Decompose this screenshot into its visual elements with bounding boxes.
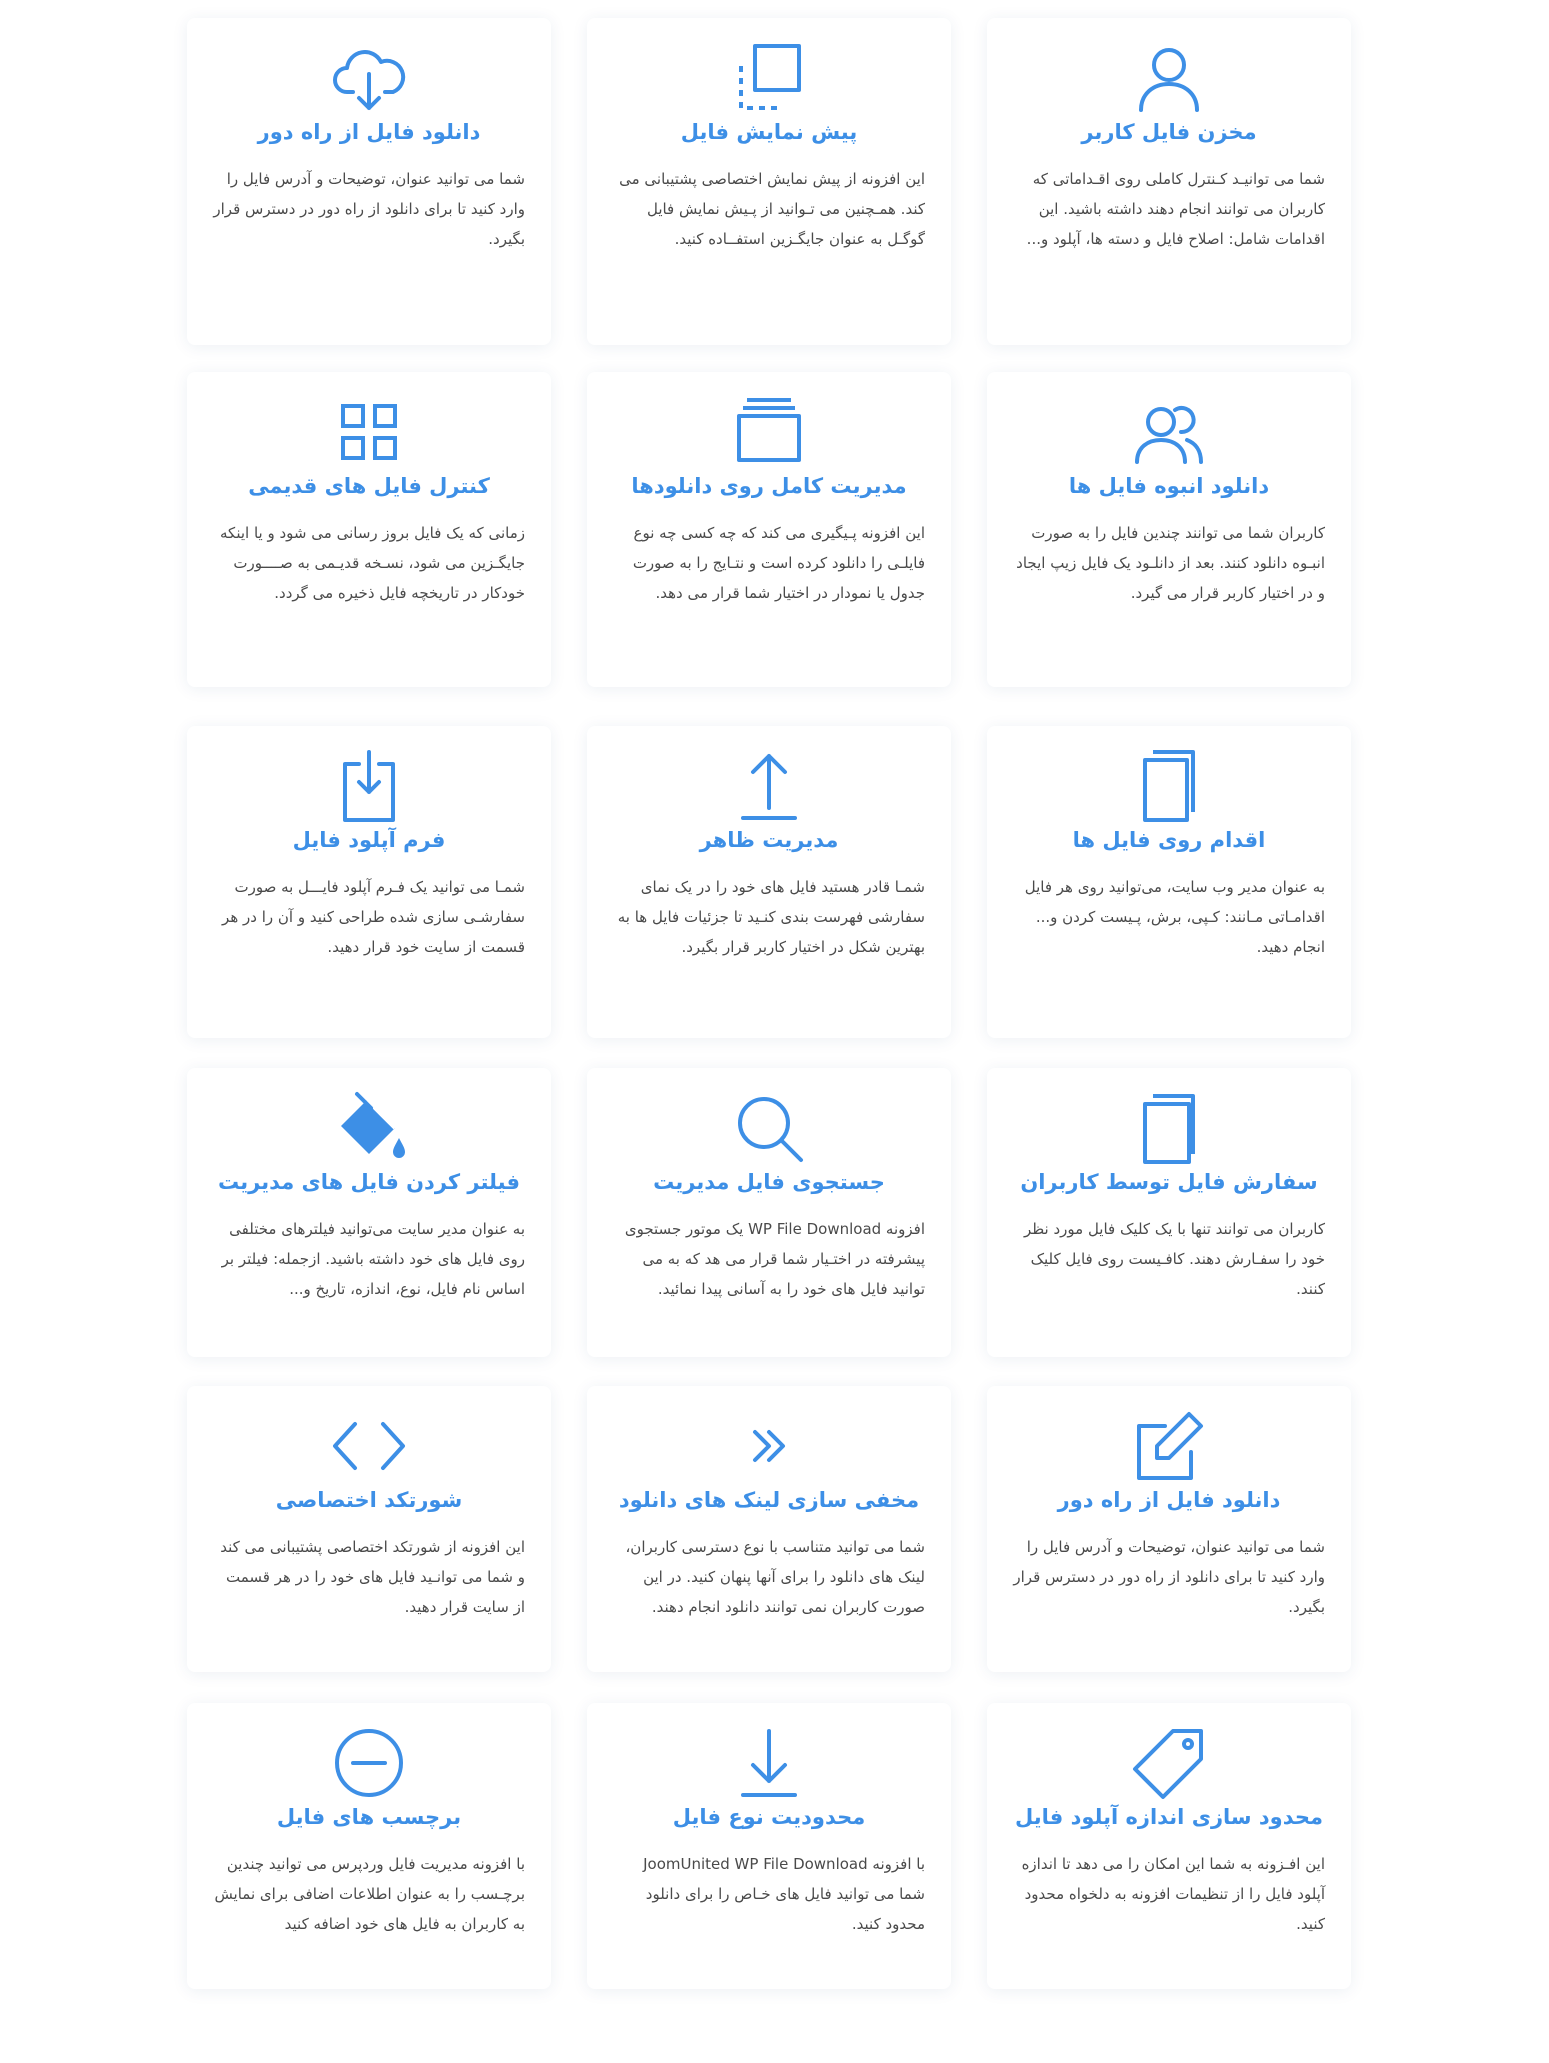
feature-card	[187, 1703, 551, 1989]
feature-title: مخزن فایل کاربر	[1081, 120, 1257, 144]
feature-card	[987, 1386, 1351, 1672]
feature-description: زمانی که یک فایل بروز رسانی می شود و یا اینکه جایگـزین می شود، نسـخه قدیـمی به صــــورت خودکار در تاریخچه فایل ذخیره می گردد.	[220, 524, 525, 602]
feature-description: شما می توانید عنوان، توضیحات و آدرس فایل را وارد کنید تا برای دانلود از راه دور در دسترس قرار بگیرد.	[1013, 1538, 1325, 1616]
feature-card	[587, 726, 951, 1038]
feature-description: کاربران می توانند تنها با یک کلیک فایل مورد نظر خود را سفـارش دهند. کافـیست روی فایل کلیک کنند.	[1023, 1220, 1325, 1298]
download-icon	[731, 1725, 807, 1801]
feature-title: دانلود فایل از راه دور	[257, 120, 481, 144]
grid-icon	[331, 394, 407, 470]
feature-card	[587, 1703, 951, 1989]
feature-description: شمـا قادر هستید فایل های خود را در یک نمای سفارشی فهرست بندی کنـید تا جزئیات فایل ها به بهترین شکل در اختیار کاربر قرار بگیرد.	[617, 878, 925, 956]
folder-stack-icon	[731, 394, 807, 470]
feature-description: شما می توانید متناسب با نوع دسترسی کاربران، لینک های دانلود را برای آنها پنهان کنید. در این صورت کاربران نمی توانند دانلود انجام دهند.	[625, 1538, 925, 1616]
feature-card	[987, 1068, 1351, 1357]
feature-description: شما می توانیـد کـنترل کاملی روی اقـداماتی که کاربران می توانند انجام دهند داشته باشید. این اقدامات شامل: اصلاح فایل و دسته ها، آپلود و...	[1026, 170, 1325, 248]
feature-title: فرم آپلود فایل	[292, 828, 446, 852]
feature-title: فیلتر کردن فایل های مدیریت	[218, 1170, 520, 1194]
feature-description: این افزونه از پیش نمایش اختصاصی پشتیبانی می کند. همـچنین می تـوانید از پـیش نمایش فایل گوگـل به عنوان جایگـزین استفــاده کنید.	[619, 170, 925, 248]
feature-card	[987, 372, 1351, 687]
code-icon	[331, 1408, 407, 1484]
users-icon	[1131, 394, 1207, 470]
feature-card	[987, 1703, 1351, 1989]
feature-description: شما می توانید عنوان، توضیحات و آدرس فایل را وارد کنید تا برای دانلود از راه دور در دسترس قرار بگیرد.	[213, 170, 525, 248]
file-preview-icon	[731, 40, 807, 116]
cloud-download-icon	[331, 40, 407, 116]
feature-description: افزونه WP File Download یک موتور جستجوی پیشرفته در اختـیار شما قرار می هد که به می توانید فایل های خود را به آسانی پیدا نمائید.	[624, 1220, 925, 1298]
feature-description: با افزونه JoomUnited WP File Download شما می توانید فایل های خـاص را برای دانلود محدود کنید.	[643, 1855, 925, 1933]
feature-title: اقدام روی فایل ها	[1072, 828, 1266, 852]
feature-title: مخفی سازی لینک های دانلود	[618, 1488, 920, 1512]
feature-card	[187, 18, 551, 345]
feature-title: شورتکد اختصاصی	[275, 1488, 463, 1512]
user-icon	[1131, 40, 1207, 116]
feature-card	[187, 726, 551, 1038]
download-box-icon	[331, 748, 407, 824]
search-icon	[731, 1090, 807, 1166]
feature-card	[187, 1386, 551, 1672]
feature-title: محدود سازی اندازه آپلود فایل	[1015, 1805, 1323, 1829]
document-icon	[1131, 1090, 1207, 1166]
feature-description: این افزونه از شورتکد اختصاصی پشتیبانی می کند و شما می توانـید فایل های خود را در هر قسمت از سایت قرار دهید.	[220, 1538, 525, 1616]
feature-title: مدیریت کامل روی دانلودها	[631, 474, 907, 498]
feature-description: به عنوان مدیر وب سایت، می‌توانید روی هر فایل اقدامـاتی مـانند: کـپی، برش، پـیست کردن و... انجام دهید.	[1024, 878, 1325, 956]
feature-card	[587, 18, 951, 345]
feature-description: این افزونه پـیگیری می کند که چه کسی چه نوع فایلـی را دانلود کرده است و نتـایج را به صورت جدول یا نمودار در اختیار شما قرار می دهد.	[632, 524, 925, 602]
feature-card	[987, 18, 1351, 345]
feature-title: سفارش فایل توسط کاربران	[1020, 1170, 1318, 1194]
feature-title: دانلود انبوه فایل ها	[1068, 474, 1270, 498]
feature-description: این افـزونه به شما این امکان را می دهد تا اندازه آپلود فایل را از تنظیمات افزونه به دلخواه محدود کنید.	[1021, 1855, 1325, 1933]
feature-card	[187, 372, 551, 687]
feature-description: به عنوان مدیر سایت می‌توانید فیلترهای مختلفی روی فایل های خود داشته باشید. ازجمله: فیلتر بر اساس نام فایل، نوع، اندازه، تاریخ و...	[221, 1220, 525, 1298]
double-chevron-icon	[731, 1408, 807, 1484]
feature-title: کنترل فایل های قدیمی	[248, 474, 490, 498]
feature-card	[987, 726, 1351, 1038]
feature-card	[187, 1068, 551, 1357]
edit-icon	[1131, 1408, 1207, 1484]
feature-title: برچسب های فایل	[276, 1805, 462, 1829]
feature-card	[587, 1068, 951, 1357]
feature-title: دانلود فایل از راه دور	[1057, 1488, 1281, 1512]
feature-title: مدیریت ظاهر	[699, 828, 839, 852]
minus-circle-icon	[331, 1725, 407, 1801]
tag-icon	[1131, 1725, 1207, 1801]
paint-bucket-icon	[331, 1090, 407, 1166]
feature-description: کاربران شما می توانند چندین فایل را به صورت انبـوه دانلود کنند. بعد از دانلـود یک فایل زیپ ایجاد و در اختیار کاربر قرار می گیرد.	[1016, 524, 1325, 602]
upload-icon	[731, 748, 807, 824]
feature-title: محدودیت نوع فایل	[672, 1805, 866, 1829]
copy-icon	[1131, 748, 1207, 824]
feature-card	[587, 372, 951, 687]
feature-description: شمـا می توانید یک فـرم آپلود فایـــل به صورت سفارشـی سازی شده طراحی کنید و آن را در هر قسمت از سایت خود قرار دهید.	[222, 878, 525, 956]
feature-title: جستجوی فایل مدیریت	[653, 1170, 885, 1194]
feature-title: پیش نمایش فایل	[680, 120, 858, 144]
feature-card	[587, 1386, 951, 1672]
feature-description: با افزونه مدیریت فایل وردپرس می توانید چندین برچـسب را به عنوان اطلاعات اضافی برای نمایش به کاربران به فایل های خود اضافه کنید	[214, 1855, 525, 1933]
